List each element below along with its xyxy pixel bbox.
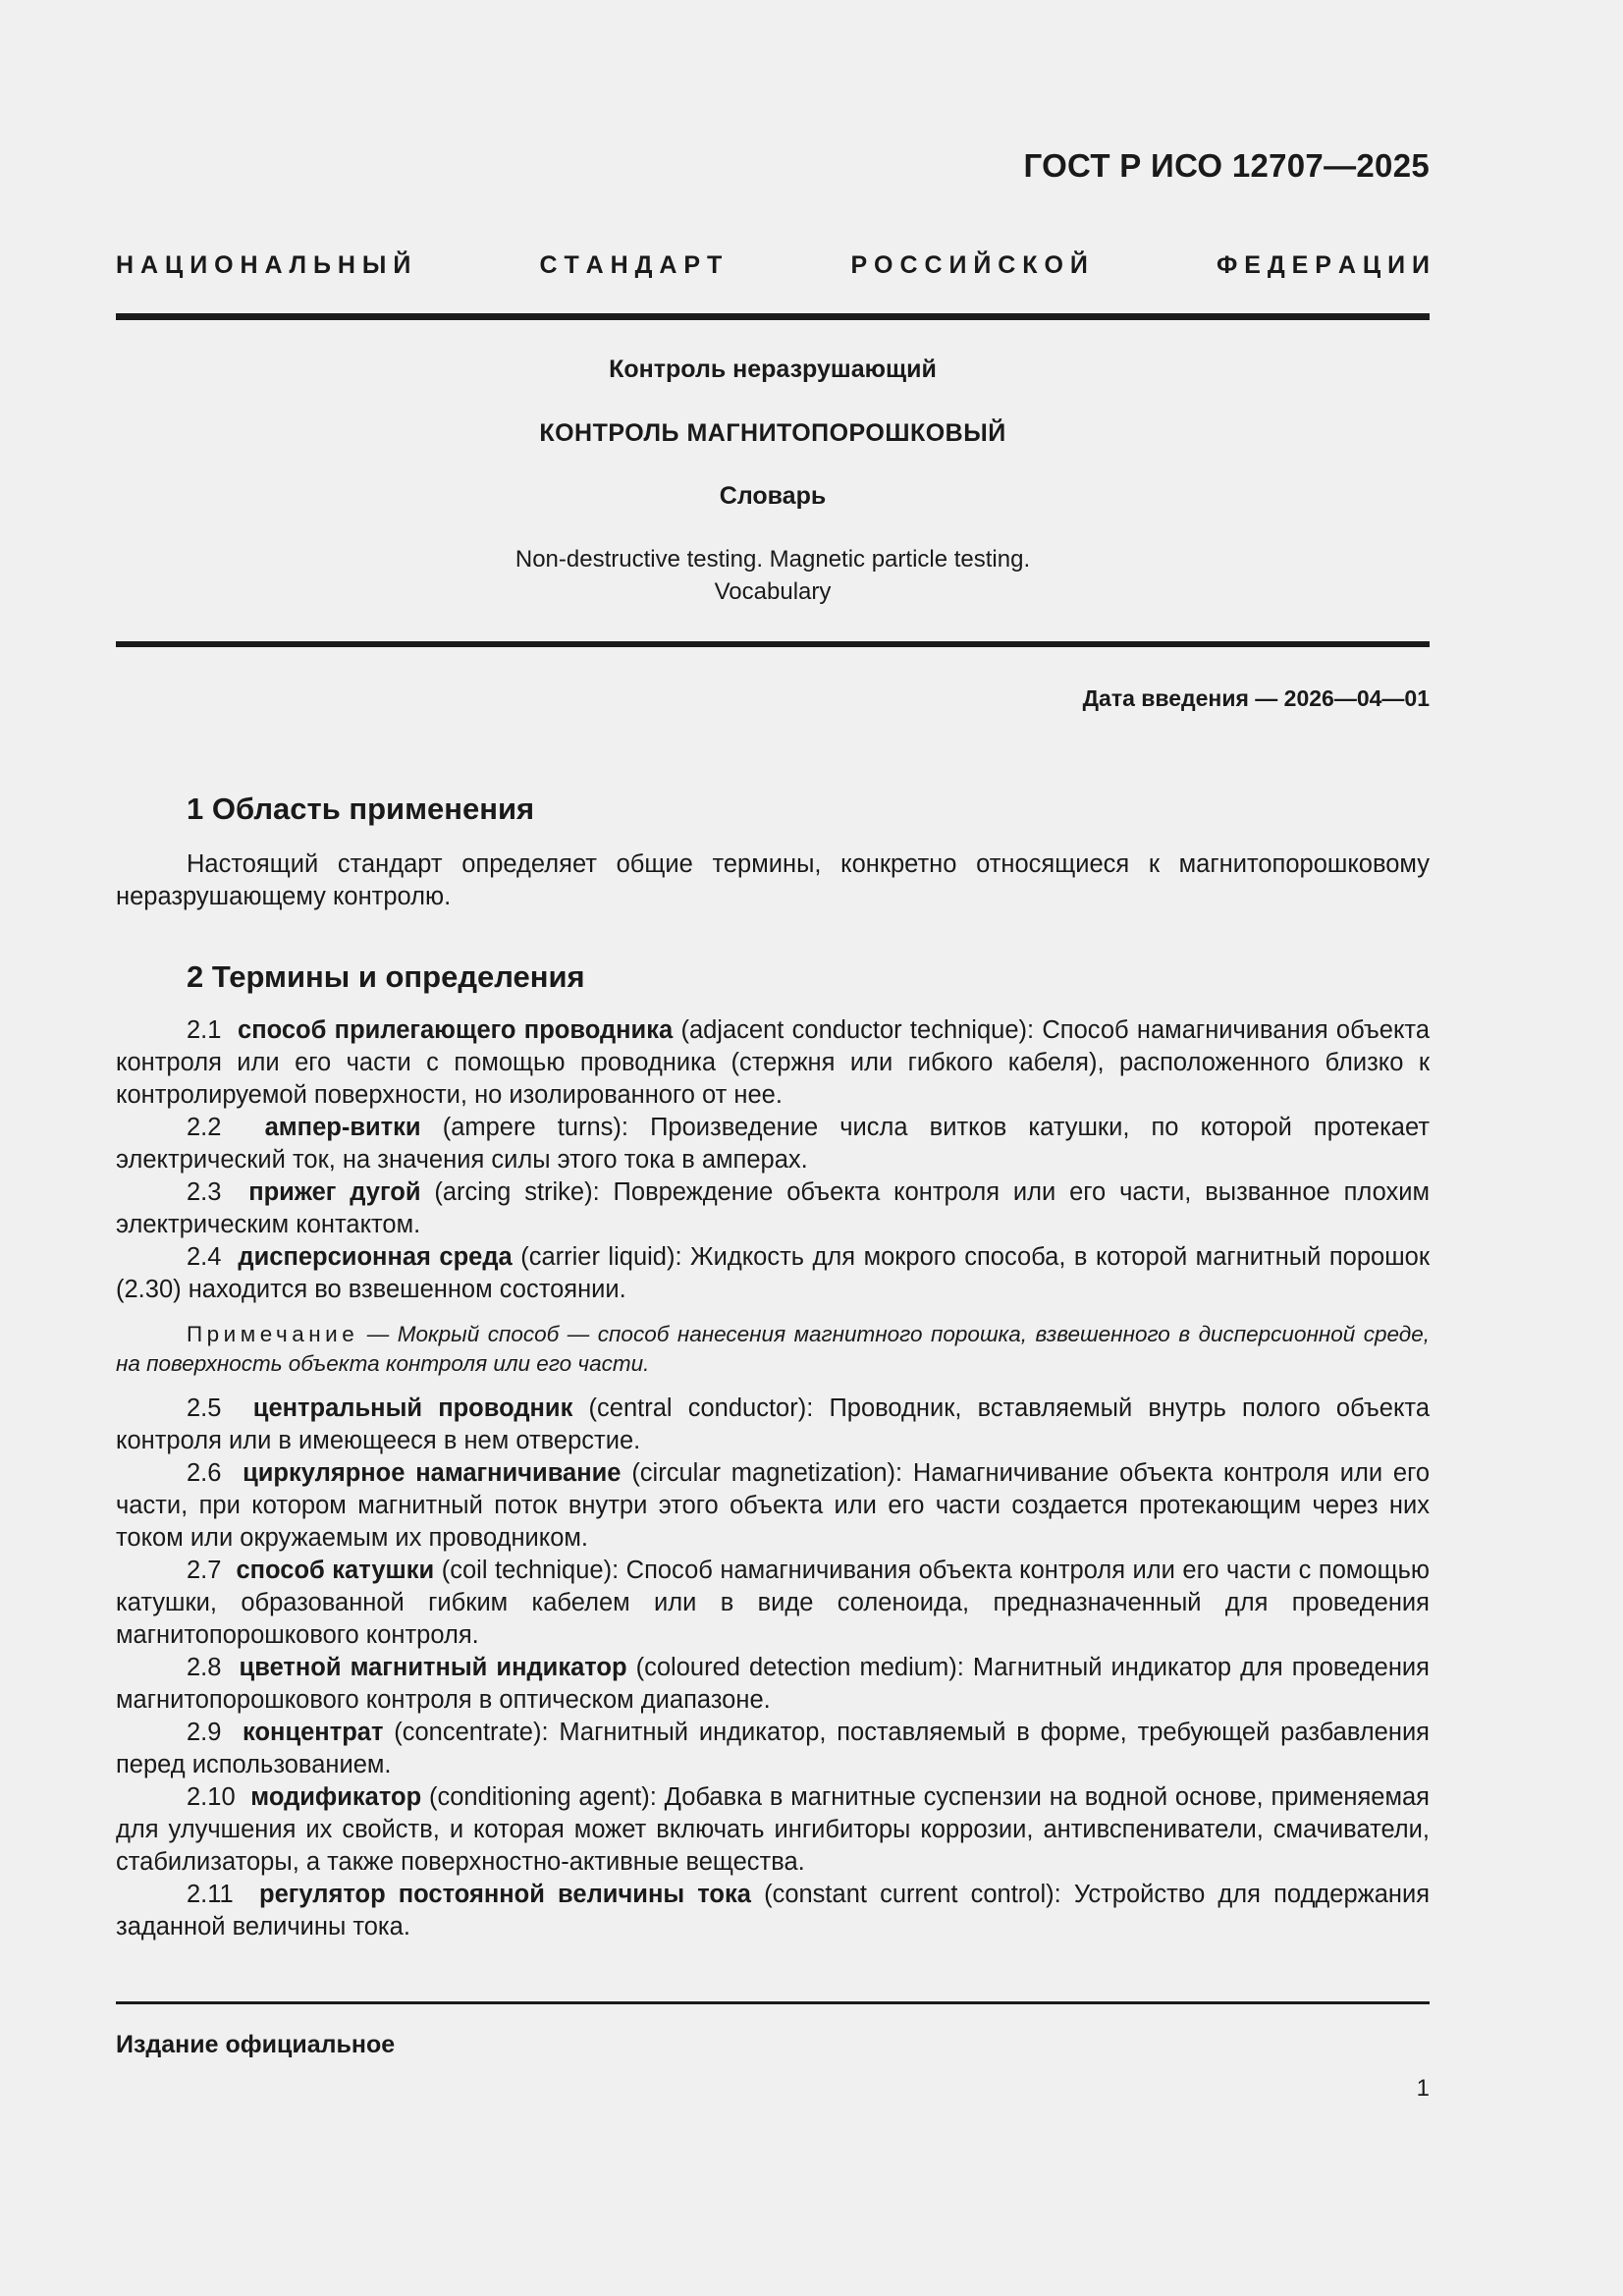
title-main: КОНТРОЛЬ МАГНИТОПОРОШКОВЫЙ (539, 419, 1006, 447)
title-english-line: Vocabulary (714, 578, 832, 605)
term-number: 2.4 (187, 1243, 222, 1271)
term-number: 2.6 (187, 1459, 222, 1487)
page-number: 1 (1416, 2075, 1430, 2102)
term-number: 2.8 (187, 1654, 222, 1681)
term-entry (116, 1014, 1430, 1112)
banner-word: Р О С С И Й С К О Й (850, 251, 1088, 279)
term-name: способ катушки (236, 1557, 435, 1584)
term-name: цветной магнитный индикатор (239, 1654, 627, 1681)
term-entry (116, 1879, 1430, 1943)
term-number: 2.5 (187, 1394, 222, 1422)
document-number: ГОСТ Р ИСО 12707—2025 (1023, 147, 1430, 184)
term-number: 2.7 (187, 1557, 222, 1584)
banner-word: Н А Ц И О Н А Л Ь Н Ы Й (116, 251, 411, 279)
term-name: концентрат (243, 1719, 384, 1746)
section-scope (116, 792, 1430, 939)
term-entry (116, 1652, 1430, 1717)
term-entry (116, 1176, 1430, 1241)
title-english (116, 543, 1430, 608)
term-name: циркулярное намагничивание (243, 1459, 622, 1487)
title-divider (116, 641, 1430, 647)
term-number: 2.11 (187, 1881, 234, 1908)
section-paragraph: Настоящий стандарт определяет общие термины, конкретно относящиеся к магнитопорошковому неразрушающему контролю. (116, 850, 1430, 910)
term-entry (116, 1457, 1430, 1555)
term-definition: (constant current control): Устройство для поддержания заданной величины тока. (116, 1881, 1431, 1941)
title-category: Контроль неразрушающий (609, 355, 937, 383)
note-label: Примечание (187, 1322, 359, 1346)
term-number: 2.3 (187, 1178, 222, 1206)
term-definition: (arcing strike): Повреждение объекта контроля или его части, вызванное плохим электрическим контактом. (116, 1178, 1430, 1238)
term-entry (116, 1555, 1430, 1652)
term-definition: (coloured detection medium): Магнитный индикатор для проведения магнитопорошкового контроля в оптическом диапазоне. (116, 1654, 1430, 1714)
terms-group (116, 1393, 1430, 1943)
section-terms (116, 959, 1430, 1943)
term-definition: (coil technique): Способ намагничивания объекта контроля или его части с помощью катушки, образованной гибким кабелем или в виде соленоида, предназначенный для проведения магнитопорошкового контроля. (116, 1557, 1430, 1649)
section-heading: 1 Область применения (187, 792, 535, 826)
note (116, 1320, 1430, 1379)
banner-word: С Т А Н Д А Р Т (539, 251, 723, 279)
term-name: дисперсионная среда (238, 1243, 513, 1271)
term-entry (116, 1241, 1430, 1306)
terms-group (116, 1014, 1430, 1306)
term-definition: (circular magnetization): Намагничивание объекта контроля или его части, при котором магнитный поток внутри этого объекта или его части создается протекающим через них током или окружаемым их проводником. (116, 1459, 1430, 1552)
term-name: центральный проводник (252, 1394, 573, 1422)
term-name: регулятор постоянной величины тока (259, 1881, 751, 1908)
note-text: — Мокрый способ — способ нанесения магнитного порошка, взвешенного в дисперсионной среде, на поверхность объекта контроля или его части. (116, 1322, 1430, 1376)
term-name: способ прилегающего проводника (238, 1016, 674, 1044)
section-heading: 2 Термины и определения (187, 959, 585, 994)
term-entry (116, 1781, 1430, 1879)
term-name: ампер-витки (264, 1114, 421, 1141)
term-definition: (conditioning agent): Добавка в магнитные суспензии на водной основе, применяемая для улучшения их свойств, и которая может включать ингибиторы коррозии, антивспениватели, смачиватели, стабилизаторы, а также поверхностно-активные вещества. (116, 1783, 1430, 1876)
term-name: модификатор (250, 1783, 422, 1811)
term-definition: (adjacent conductor technique): Способ намагничивания объекта контроля или его части с помощью проводника (стержня или гибкого кабеля), расположенного близко к контролируемой поверхности, но изолированного от нее. (116, 1016, 1430, 1109)
term-definition: (ampere turns): Произведение числа витков катушки, по которой протекает электрический ток, на значения силы этого тока в амперах. (116, 1114, 1430, 1174)
term-name: прижег дугой (248, 1178, 421, 1206)
terms-list (116, 1014, 1430, 1943)
term-entry (116, 1112, 1430, 1176)
national-standard-banner (116, 251, 1430, 280)
document-page (116, 0, 1430, 2296)
term-number: 2.1 (187, 1016, 222, 1044)
header-divider (116, 313, 1430, 320)
term-entry (116, 1393, 1430, 1457)
term-definition: (carrier liquid): Жидкость для мокрого способа, в которой магнитный порошок (2.30) находится во взвешенном состоянии. (116, 1243, 1430, 1303)
term-definition: (concentrate): Магнитный индикатор, поставляемый в форме, требующей разбавления перед использованием. (116, 1719, 1430, 1778)
term-number: 2.2 (187, 1114, 222, 1141)
term-number: 2.9 (187, 1719, 222, 1746)
edition-label: Издание официальное (116, 2031, 396, 2058)
footer-divider (116, 2001, 1430, 2004)
banner-word: Ф Е Д Е Р А Ц И И (1216, 251, 1430, 279)
term-definition: (central conductor): Проводник, вставляемый внутрь полого объекта контроля или в имеющееся в нем отверстие. (116, 1394, 1430, 1454)
introduction-date: Дата введения — 2026—04—01 (1082, 685, 1430, 711)
title-part: Словарь (719, 482, 827, 510)
term-entry (116, 1717, 1430, 1781)
term-number: 2.10 (187, 1783, 236, 1811)
title-english-line: Non-destructive testing. Magnetic particle testing. (514, 546, 1031, 573)
